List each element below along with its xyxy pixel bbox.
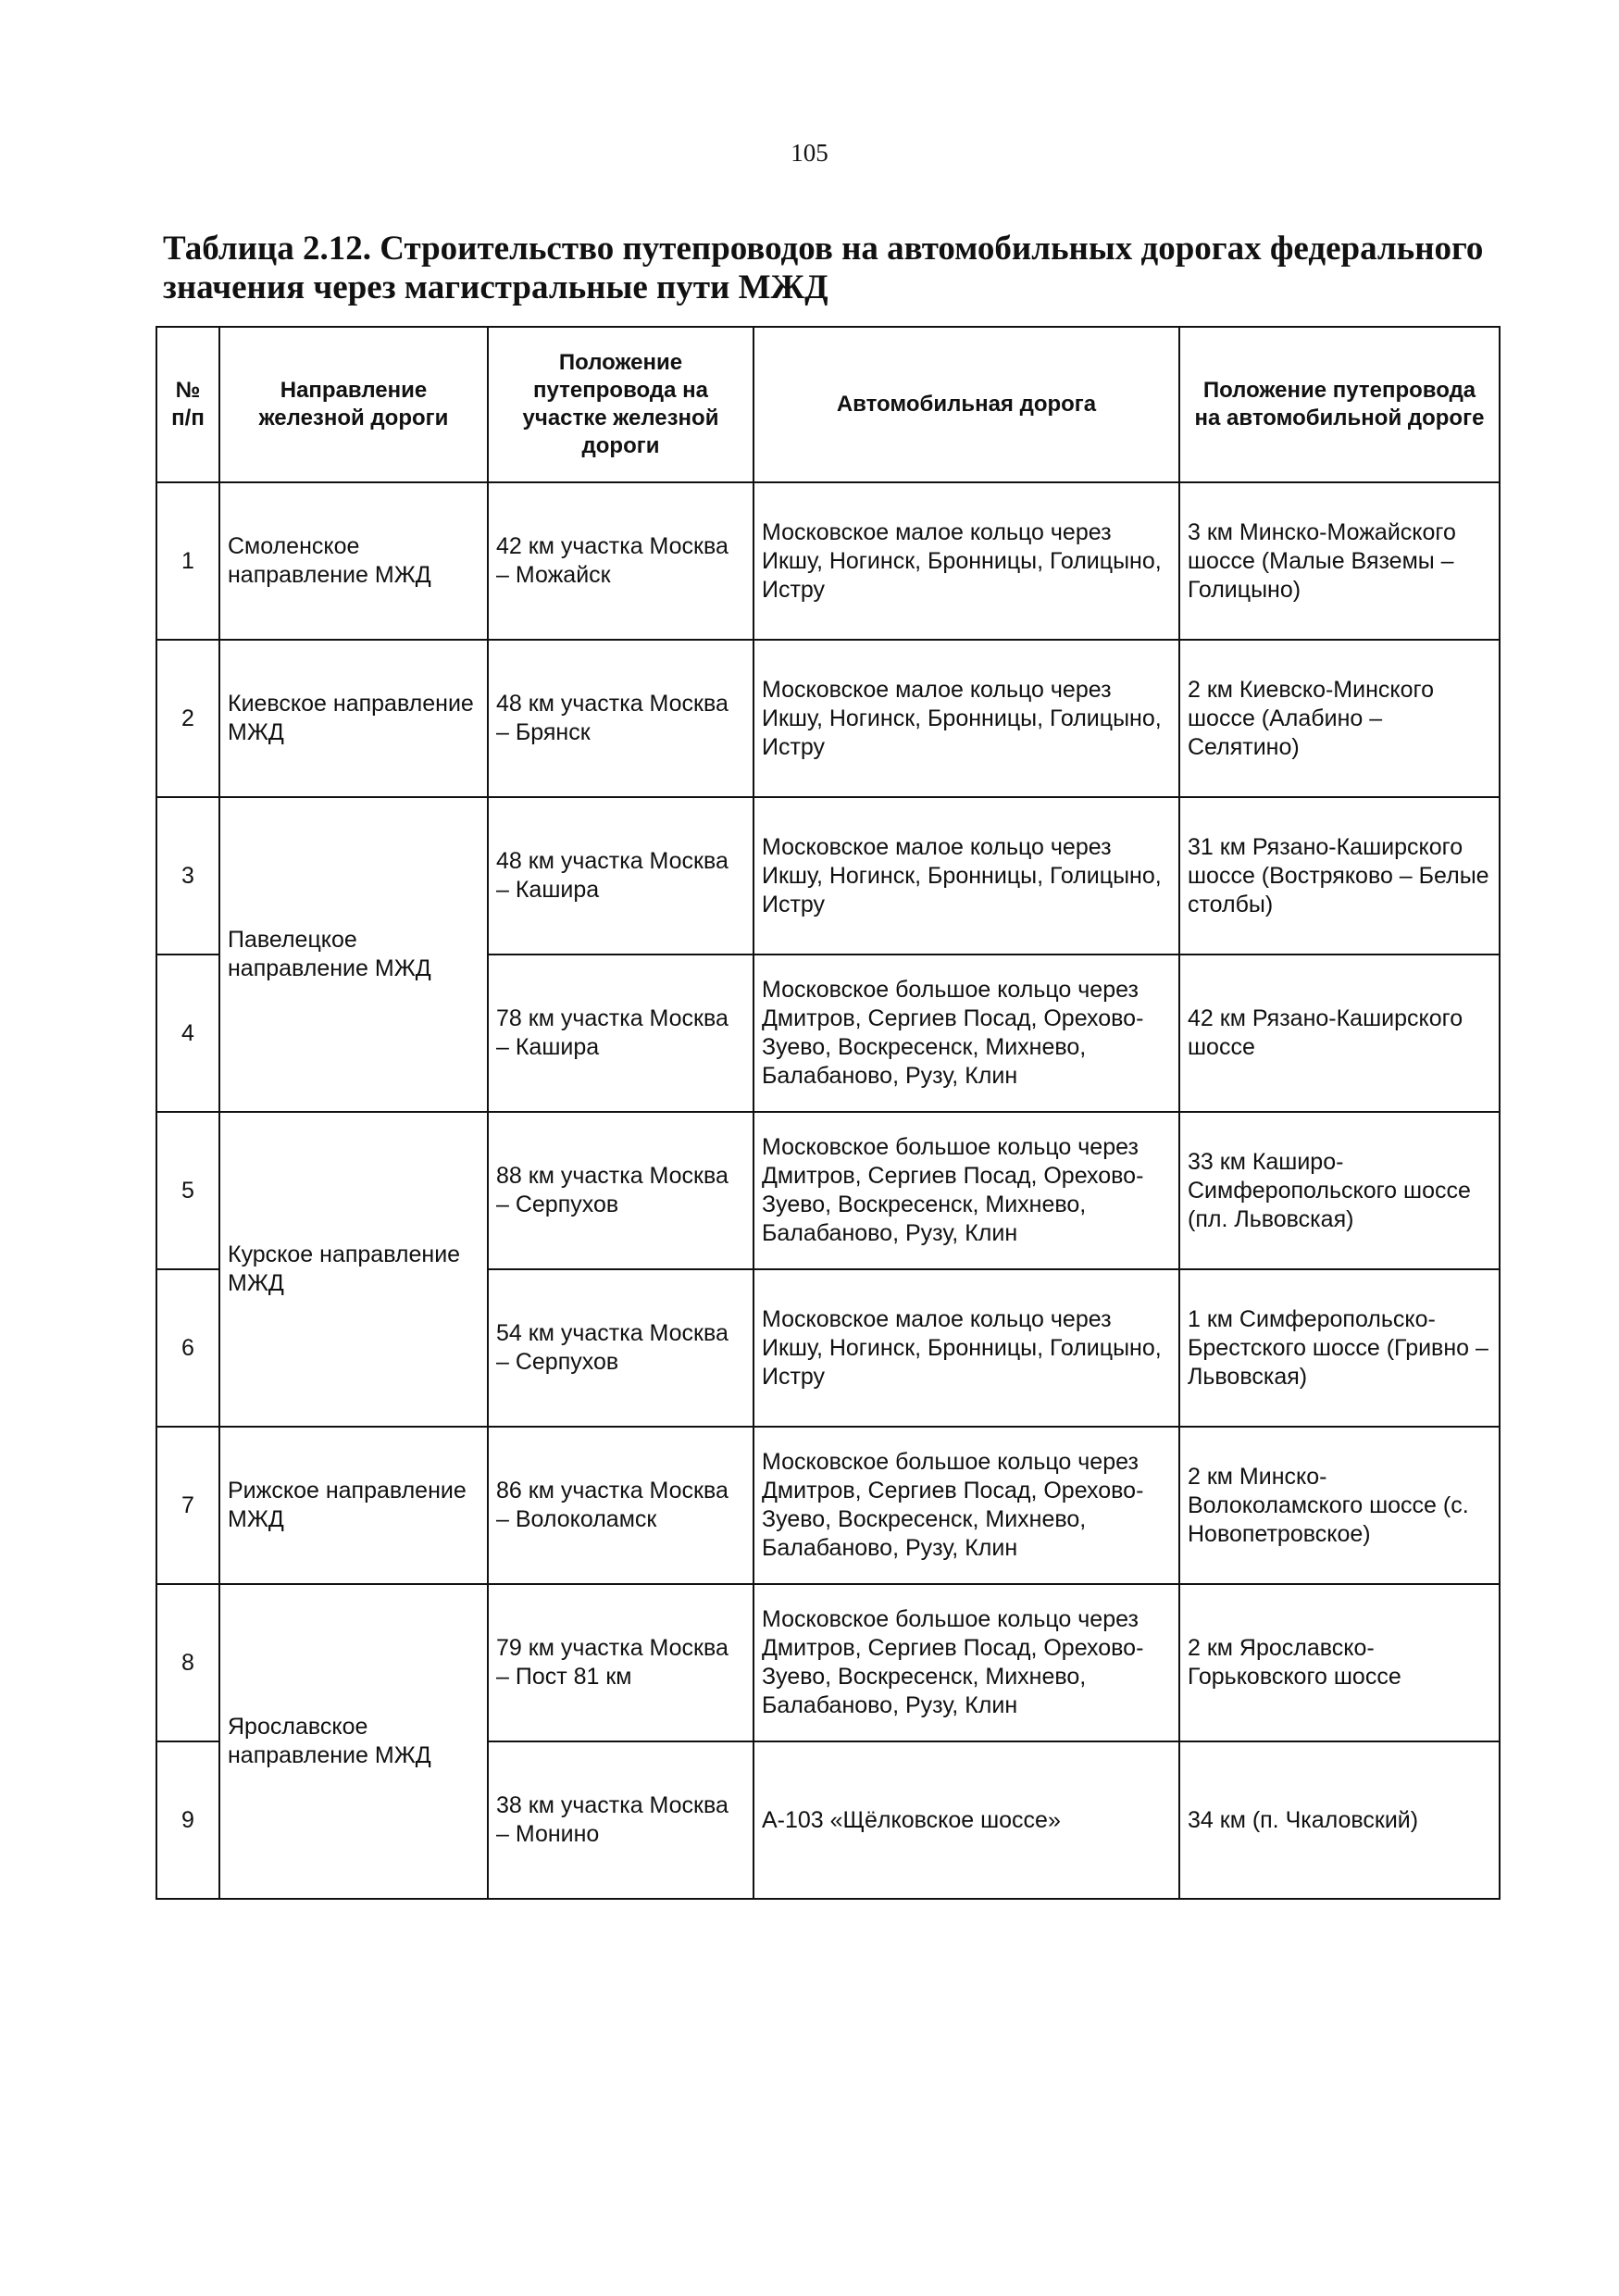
- table-row: [156, 1427, 1500, 1584]
- cell-road-position: 31 км Рязано-Каширского шоссе (Востряково – Белые столбы): [1179, 797, 1500, 955]
- header-road: Автомобильная дорога: [753, 327, 1179, 482]
- cell-rail-position: 79 км участка Москва – Пост 81 км: [488, 1584, 753, 1741]
- cell-road-position: 1 км Симферопольско-Брестского шоссе (Гривно – Львовская): [1179, 1269, 1500, 1427]
- table-row: [156, 482, 1500, 640]
- table-row: [156, 1112, 1500, 1269]
- table-row: [156, 1584, 1500, 1741]
- table-row: [156, 797, 1500, 955]
- cell-num: 2: [156, 640, 219, 797]
- cell-road: А-103 «Щёлковское шоссе»: [753, 1741, 1179, 1899]
- cell-direction: Киевское направление МЖД: [219, 640, 488, 797]
- cell-num: 8: [156, 1584, 219, 1741]
- cell-road: Московское малое кольцо через Икшу, Ногинск, Бронницы, Голицыно, Истру: [753, 797, 1179, 955]
- cell-rail-position: 78 км участка Москва – Кашира: [488, 955, 753, 1112]
- cell-road-position: 34 км (п. Чкаловский): [1179, 1741, 1500, 1899]
- cell-num: 3: [156, 797, 219, 955]
- cell-num: 6: [156, 1269, 219, 1427]
- header-direction: Направление железной дороги: [219, 327, 488, 482]
- table-row: [156, 640, 1500, 797]
- cell-road: Московское малое кольцо через Икшу, Ногинск, Бронницы, Голицыно, Истру: [753, 482, 1179, 640]
- cell-num: 9: [156, 1741, 219, 1899]
- cell-num: 7: [156, 1427, 219, 1584]
- cell-rail-position: 86 км участка Москва – Волоколамск: [488, 1427, 753, 1584]
- cell-rail-position: 48 км участка Москва – Кашира: [488, 797, 753, 955]
- cell-road: Московское малое кольцо через Икшу, Ногинск, Бронницы, Голицыно, Истру: [753, 1269, 1179, 1427]
- cell-road: Московское большое кольцо через Дмитров, Сергиев Посад, Орехово-Зуево, Воскресенск, Михнево, Балабаново, Рузу, Клин: [753, 955, 1179, 1112]
- cell-road-position: 3 км Минско-Можайского шоссе (Малые Вяземы – Голицыно): [1179, 482, 1500, 640]
- cell-road: Московское большое кольцо через Дмитров, Сергиев Посад, Орехово-Зуево, Воскресенск, Михнево, Балабаново, Рузу, Клин: [753, 1427, 1179, 1584]
- page-number: 105: [791, 139, 828, 167]
- header-num: № п/п: [156, 327, 219, 482]
- cell-road-position: 2 км Минско-Волоколамского шоссе (с. Новопетровское): [1179, 1427, 1500, 1584]
- cell-road-position: 33 км Каширо-Симферопольского шоссе (пл. Львовская): [1179, 1112, 1500, 1269]
- cell-num: 1: [156, 482, 219, 640]
- cell-road-position: 2 км Ярославско-Горьковского шоссе: [1179, 1584, 1500, 1741]
- cell-road: Московское большое кольцо через Дмитров, Сергиев Посад, Орехово-Зуево, Воскресенск, Михнево, Балабаново, Рузу, Клин: [753, 1584, 1179, 1741]
- cell-direction: Ярославское направление МЖД: [219, 1584, 488, 1899]
- cell-rail-position: 88 км участка Москва – Серпухов: [488, 1112, 753, 1269]
- table-title: Таблица 2.12. Строительство путепроводов на автомобильных дорогах федерального значения через магистральные пути МЖД: [163, 230, 1484, 306]
- cell-road-position: 2 км Киевско-Минского шоссе (Алабино – Селятино): [1179, 640, 1500, 797]
- cell-direction: Павелецкое направление МЖД: [219, 797, 488, 1112]
- cell-rail-position: 48 км участка Москва – Брянск: [488, 640, 753, 797]
- cell-direction: Курское направление МЖД: [219, 1112, 488, 1427]
- header-road-position: Положение путепровода на автомобильной дороге: [1179, 327, 1500, 482]
- overpass-table: [156, 326, 1501, 1900]
- cell-num: 4: [156, 955, 219, 1112]
- table-header-row: [156, 327, 1500, 482]
- cell-rail-position: 38 км участка Москва – Монино: [488, 1741, 753, 1899]
- header-rail-position: Положение путепровода на участке железной дороги: [488, 327, 753, 482]
- cell-road-position: 42 км Рязано-Каширского шоссе: [1179, 955, 1500, 1112]
- cell-direction: Смоленское направление МЖД: [219, 482, 488, 640]
- cell-rail-position: 54 км участка Москва – Серпухов: [488, 1269, 753, 1427]
- cell-road: Московское малое кольцо через Икшу, Ногинск, Бронницы, Голицыно, Истру: [753, 640, 1179, 797]
- cell-rail-position: 42 км участка Москва – Можайск: [488, 482, 753, 640]
- cell-road: Московское большое кольцо через Дмитров, Сергиев Посад, Орехово-Зуево, Воскресенск, Михнево, Балабаново, Рузу, Клин: [753, 1112, 1179, 1269]
- cell-num: 5: [156, 1112, 219, 1269]
- cell-direction: Рижское направление МЖД: [219, 1427, 488, 1584]
